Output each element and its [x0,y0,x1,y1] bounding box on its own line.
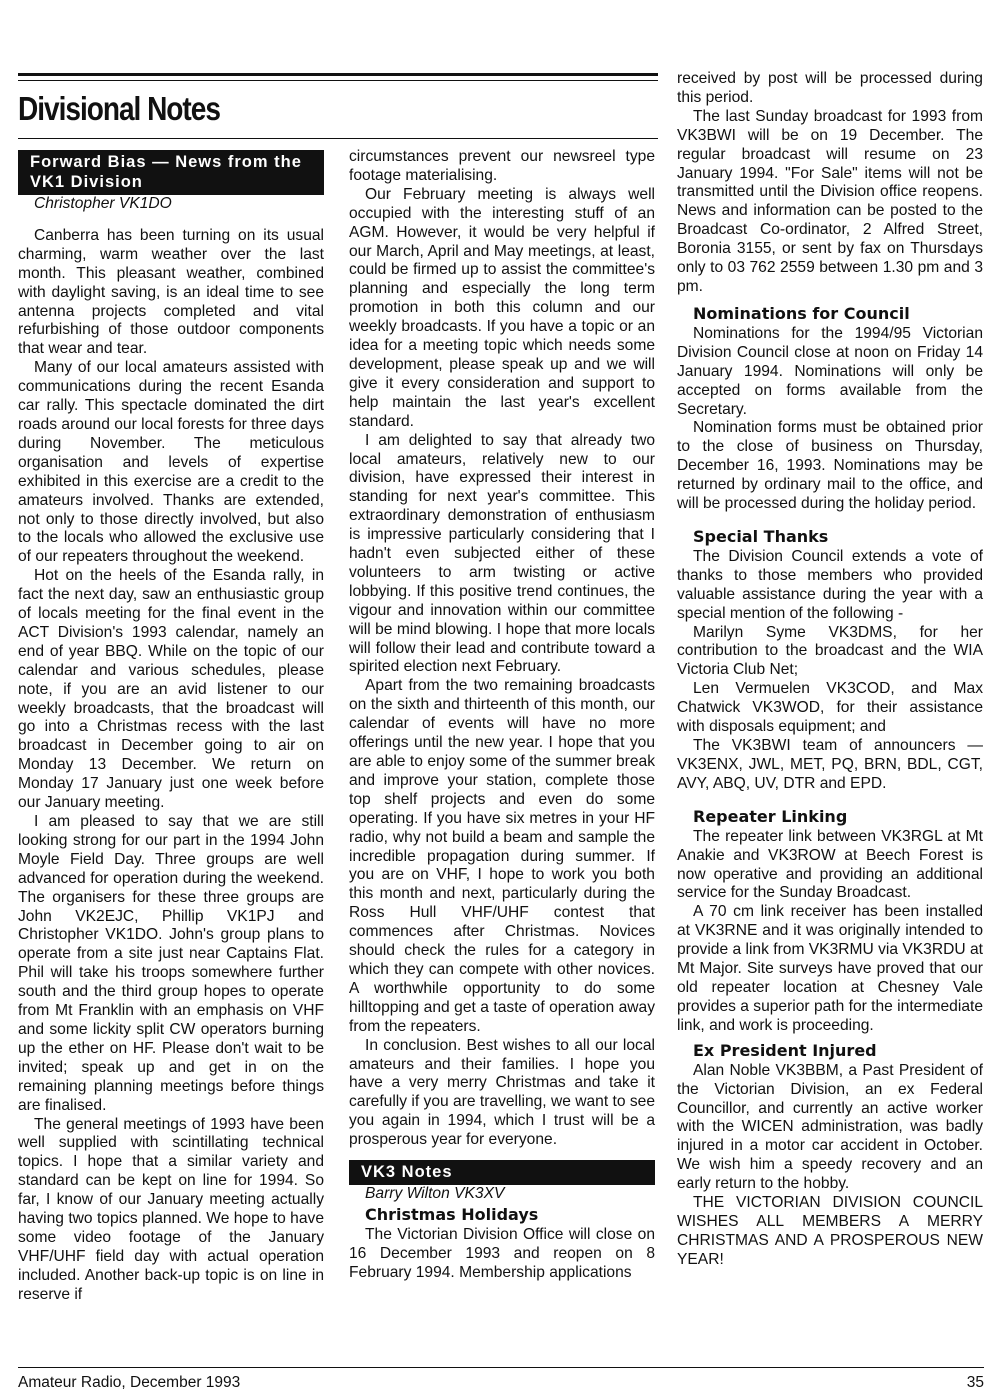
subhead-ex-president: Ex President Injured [693,1040,877,1060]
section-banner-vk3: VK3 Notes [349,1160,655,1185]
paragraph: I am pleased to say that we are still looking strong for our part in the 1994 John Moyle Field Day. Three groups are well advanced for operation during the weekend. The organisers for these three groups are John VK2EJC, Phillip VK1PJ and Christopher VK1DO. John's group plans to operate from a site just near Captains Flat. Phil will take his troops somewhere further south and the third group hopes to operate from Mt Franklin with an emphasis on VHF and some lickity split CW operators burning up the ether on HF. Please don't wait to be invited; speak up and get in on the remaining planning meetings before things are finalised. [18,813,324,1114]
paragraph: Alan Noble VK3BBM, a Past President of the Victorian Division, an ex Federal Councillor, and currently an active worker with the WICEN administration, was badly injured in a motor car accident in October. We wish him a speedy recovery and an early return to the hobby. [677,1061,983,1193]
paragraph: I am delighted to say that already two local amateurs, relatively new to our division, have expressed their interest in standing for next year's committee. This extraordinary demonstration of enthusiasm is impressive particularly considering that I hadn't even subjected either of these volunteers to arm twisting or active lobbying. If this positive trend continues, the vigour and innovation within our committee will be mind blowing. I hope that more locals will follow their lead and contribute toward a spirited election next February. [349,431,655,676]
paragraph: A 70 cm link receiver has been installed at VK3RNE and it was originally intended to provide a link from VK3RMU via VK3RDU at Mt Major. Site surveys have proved that our old repeater location at Chesney Vale provides a superior path for the intermediate link, and work is proceeding. [677,903,983,1034]
paragraph: THE VICTORIAN DIVISION COUNCIL WISHES ALL MEMBERS A MERRY CHRISTMAS AND A PROSPEROUS NEW YEAR! [677,1194,983,1268]
footer-rule [18,1367,984,1368]
paragraph: Marilyn Syme VK3DMS, for her contribution to the broadcast and the WIA Victoria Club Net; [677,623,983,679]
subhead-christmas-holidays: Christmas Holidays [365,1204,539,1224]
paragraph: Our February meeting is always well occupied with the interesting stuff of an AGM. However, it would be very helpful if our March, April and May meetings, at least, could be firmed up to assist the committee's planning and especially the long term promotion in both this column and our weekly broadcasts. If you have a topic or an idea for a meeting topic which needs some development, please speak up and we will give it every consideration and support to help maintain the last year's excellent standard. [349,185,655,430]
footer-page-number: 35 [966,1374,984,1391]
column-1 [18,150,324,1305]
footer-publication: Amateur Radio, December 1993 [18,1374,241,1391]
page-title: Divisional Notes [18,90,220,127]
paragraph: Nominations for the 1994/95 Victorian Division Council close at noon on Friday 14 January 1994. Nominations will only be accepted on forms available from the Secretary. [677,324,983,418]
paragraph: received by post will be processed during this period. [677,70,983,106]
paragraph: Apart from the two remaining broadcasts on the sixth and thirteenth of this month, our calendar of events will have no more offerings until the new year. I hope that you are able to enjoy some of the summer break and improve your station, complete those top shelf projects and even do some operating. If you have six metres in your HF radio, why not build a beam and sample the incredible propagation during summer. If you are on VHF, I hope to work you both this month and next, particularly during the Ross Hull VHF/UHF contest that commences after Christmas. Novices should check the rules for a category in which they can compete with other novices. A worthwhile opportunity to do some hilltopping and get a taste of operation away from the repeaters. [349,677,655,1035]
byline-vk1: Christopher VK1DO [34,195,172,212]
title-rule [18,138,658,139]
paragraph: The Victorian Division Office will close on 16 December 1993 and reopen on 8 February 1994. Membership applications [349,1225,655,1281]
header-rule [18,73,658,76]
section-banner-vk1: Forward Bias — News from the VK1 Division [18,150,324,195]
paragraph: The Division Council extends a vote of thanks to those members who provided valuable assistance during the year with a special mention of the following - [677,547,983,622]
paragraph: Nomination forms must be obtained prior to the close of business on Thursday, December 16, 1993. Nominations may be returned by ordinary mail to the office, and will be processed during the holiday period. [677,419,983,513]
subhead-special-thanks: Special Thanks [693,526,829,546]
paragraph: In conclusion. Best wishes to all our local amateurs and their families. I hope you have a very merry Christmas and take it carefully if you are travelling, we want to see you again in 1994, which I trust will be a prosperous year for everyone. [349,1036,655,1149]
header-rule-thin [18,80,658,81]
paragraph: Canberra has been turning on its usual charming, warm weather over the last month. This pleasant weather, combined with daylight saving, is an ideal time to see antenna projects completed and vital refurbishing of those outdoor components that wear and tear. [18,226,324,358]
paragraph: The general meetings of 1993 have been well supplied with scintillating technical topics. I hope that a similar variety and standard can be kept on line for 1994. So far, I know of our January meeting actually having two topics planned. We hope to have some video footage of the January VHF/UHF field day with actual operation included. Another back-up topic is on line in reserve if [18,1115,324,1303]
paragraph: Hot on the heels of the Esanda rally, in fact the next day, saw an enthusiastic group of locals meeting for the final event in the ACT Division's 1993 calendar, namely an end of year BBQ. While on the topic of our calendar and various schedules, please note, if you are an avid listener to our weekly broadcasts, that the broadcast will go into a Christmas recess with the last broadcast in December going to air on Monday 13 December. We return on Monday 17 January just one week before our January meeting. [18,567,324,812]
paragraph: Len Vermuelen VK3COD, and Max Chatwick VK3WOD, for their assistance with disposals equipment; and [677,680,983,736]
column-2 [349,148,655,1283]
paragraph: circumstances prevent our newsreel type footage materialising. [349,148,655,184]
paragraph: Many of our local amateurs assisted with communications during the recent Esanda car rally. This spectacle dominated the dirt roads around our local forests for three days during November. The meticulous organisation and levels of expertise exhibited in this exercise are a credit to the amateurs involved. Thanks are extended, not only to those directly involved, but also to the locals who allowed the exclusive use of our repeaters throughout the weekend. [18,359,324,566]
column-3 [677,70,983,1270]
byline-vk3: Barry Wilton VK3XV [365,1185,505,1203]
paragraph: The VK3BWI team of announcers — VK3ENX, JWL, MET, PQ, BRN, BDL, CGT, AVY, ABQ, UV, DTR and EPD. [677,737,983,792]
paragraph: The repeater link between VK3RGL at Mt Anakie and VK3ROW at Beech Forest is now operative and providing an additional service for the Sunday Broadcast. [677,827,983,902]
subhead-repeater-linking: Repeater Linking [693,806,848,826]
paragraph: The last Sunday broadcast for 1993 from VK3BWI will be on 19 December. The regular broadcast will resume on 23 January 1994. "For Sale" items will not be transmitted until the Division office reopens. News and information can be posted to the Broadcast Co-ordinator, 2 Alfred Street, Boronia 3155, or sent by fax on Thursdays only to 03 762 2559 between 1.30 pm and 3 pm. [677,107,983,295]
subhead-nominations: Nominations for Council [693,303,910,323]
